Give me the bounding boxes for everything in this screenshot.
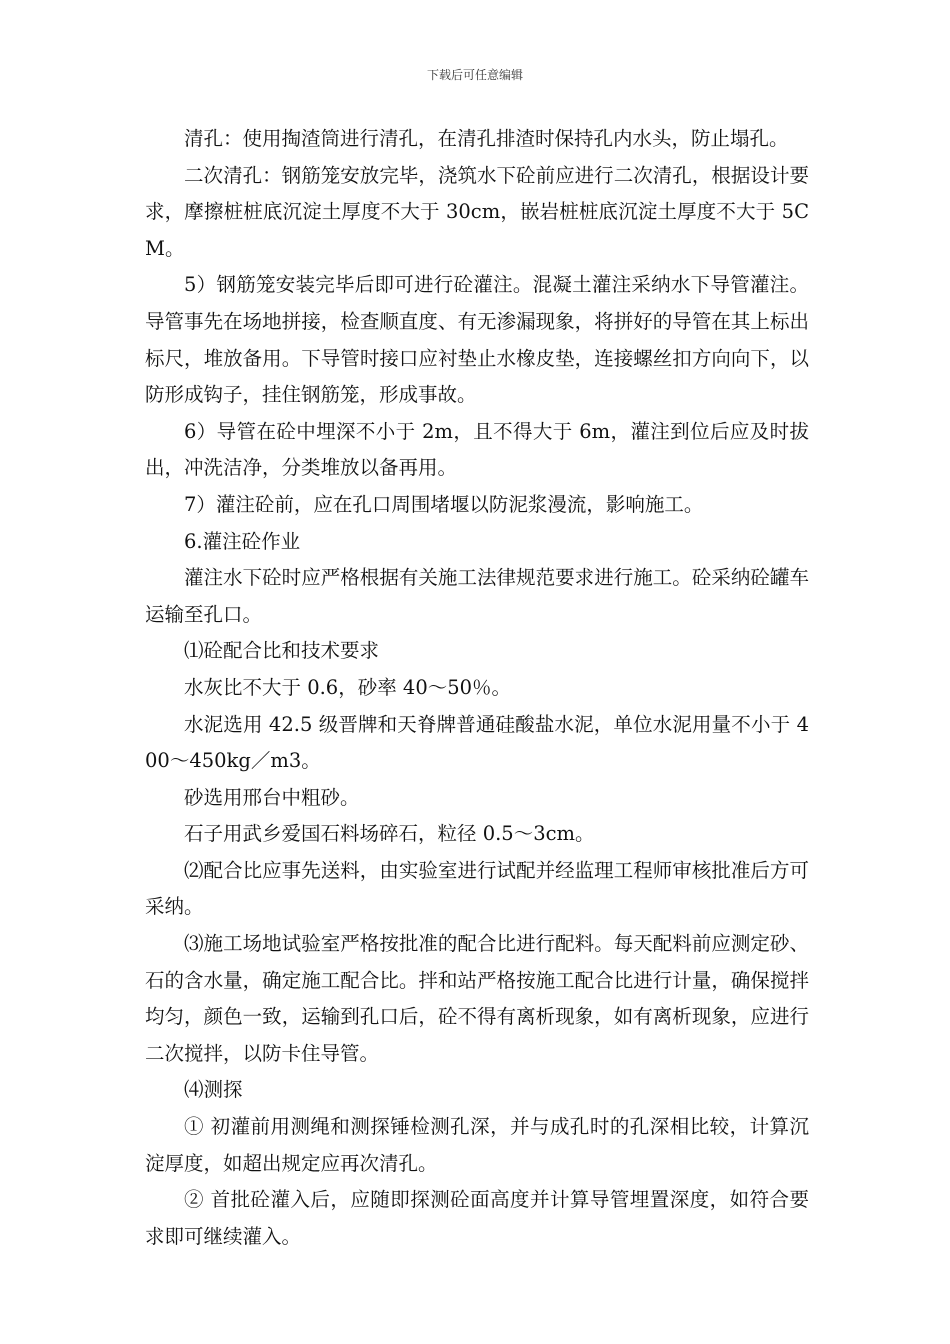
paragraph: 砂选用邢台中粗砂。	[184, 785, 360, 809]
subsection-heading: ⑴砼配合比和技术要求	[184, 639, 380, 663]
paragraph: 石子用武乡爱国石料场碎石，粒径 0.5～3cm。	[184, 822, 595, 846]
paragraph: 二次清孔：钢筋笼安放完毕，浇筑水下砼前应进行二次清孔，根据设计要求，摩擦桩桩底沉淀土厚度不大于 30cm，嵌岩桩桩底沉淀土厚度不大于 5CM。	[145, 163, 809, 260]
paragraph: 6）导管在砼中埋深不小于 2m，且不得大于 6m，灌注到位后应及时拔出，冲洗洁净，分类堆放以备再用。	[145, 419, 809, 480]
paragraph: ② 首批砼灌入后，应随即探测砼面高度并计算导管埋置深度，如符合要求即可继续灌入。	[145, 1188, 809, 1248]
document-body	[145, 121, 809, 1255]
paragraph: 水灰比不大于 0.6，砂率 40～50％。	[184, 675, 512, 699]
paragraph: ⑵配合比应事先送料，由实验室进行试配并经监理工程师审核批准后方可采纳。	[145, 858, 809, 919]
page-header: 下载后可任意编辑	[426, 68, 523, 82]
paragraph: ① 初灌前用测绳和测探锤检测孔深，并与成孔时的孔深相比较，计算沉淀厚度，如超出规定应再次清孔。	[145, 1115, 809, 1175]
paragraph: 7）灌注砼前，应在孔口周围堵堰以防泥浆漫流，影响施工。	[184, 492, 704, 516]
paragraph: 清孔：使用掏渣筒进行清孔，在清孔排渣时保持孔内水头，防止塌孔。	[184, 127, 789, 150]
paragraph: 灌注水下砼时应严格根据有关施工法律规范要求进行施工。砼采纳砼罐车运输至孔口。	[145, 566, 809, 626]
subsection-heading: ⑷测探	[184, 1078, 243, 1102]
paragraph: 水泥选用 42.5 级晋牌和天脊牌普通硅酸盐水泥，单位水泥用量不小于 400～450kg／m3。	[145, 712, 809, 773]
section-heading: 6.灌注砼作业	[184, 529, 301, 553]
paragraph: ⑶施工场地试验室严格按批准的配合比进行配料。每天配料前应测定砂、石的含水量，确定施工配合比。拌和站严格按施工配合比进行计量，确保搅拌均匀，颜色一致，运输到孔口后，砼不得有离析现象，如有离析现象，应进行二次搅拌，以防卡住导管。	[145, 932, 809, 1065]
paragraph: 5）钢筋笼安装完毕后即可进行砼灌注。混凝土灌注采纳水下导管灌注。导管事先在场地拼接，检查顺直度、有无渗漏现象，将拼好的导管在其上标出标尺，堆放备用。下导管时接口应衬垫止水橡皮垫，连接螺丝扣方向向下，以防形成钩子，挂住钢筋笼，形成事故。	[145, 273, 809, 407]
